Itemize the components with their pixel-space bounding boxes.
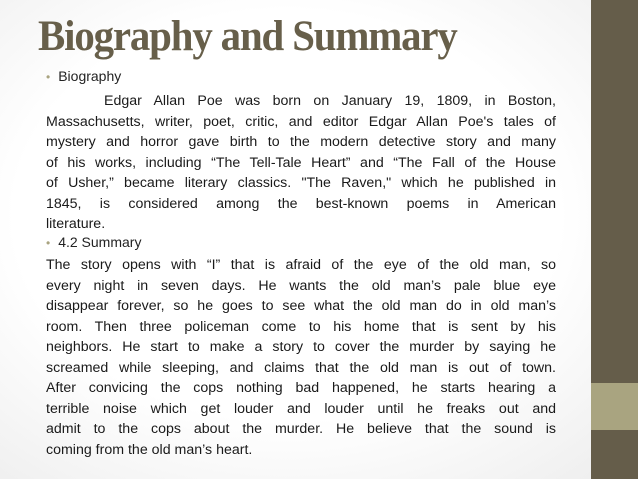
- slide-title: Biography and Summary: [38, 13, 457, 60]
- bullet-icon: •: [46, 236, 51, 250]
- text-line: admit to the cops about the murder. He believe that the sound is: [46, 421, 556, 437]
- text-line: coming from the old man’s heart.: [46, 441, 253, 458]
- biography-paragraph: [46, 91, 556, 235]
- text-line: Massachusetts, writer, poet, critic, and editor Edgar Allan Poe's tales of: [46, 113, 556, 130]
- section-heading: Biography: [58, 68, 122, 84]
- decorative-sidebar: [591, 0, 638, 479]
- text-line: every night in seven days. He wants the old man’s pale blue eye: [46, 277, 556, 294]
- summary-paragraph: [46, 255, 556, 460]
- bullet-icon: •: [46, 70, 51, 84]
- text-line: disappear forever, so he goes to see what the old man do in old man’s: [46, 298, 556, 314]
- decorative-accent-band: [591, 383, 638, 430]
- text-line: 1845, is considered among the best-known poems in American: [46, 195, 556, 212]
- text-line: screamed while sleeping, and claims that the old man is out of town.: [46, 359, 556, 376]
- text-line: mystery and horror gave birth to the modern detective story and many: [46, 134, 556, 150]
- text-line: of his works, including “The Tell-Tale Heart” and “The Fall of the House: [46, 154, 556, 171]
- text-line: literature.: [46, 216, 106, 232]
- bullet-summary: [46, 234, 141, 250]
- text-line: After convicing the cops nothing bad happened, he starts hearing a: [46, 380, 556, 396]
- text-line: Edgar Allan Poe was born on January 19, 1809, in Boston,: [104, 93, 556, 109]
- section-heading: 4.2 Summary: [58, 234, 142, 250]
- text-line: terrible noise which get louder and louder until he freaks out and: [46, 400, 556, 417]
- text-line: room. Then three policeman come to his home that is sent by his: [46, 318, 556, 335]
- text-line: of Usher,” became literary classics. "The Raven," which he published in: [46, 175, 556, 191]
- text-line: The story opens with “I” that is afraid of the eye of the old man, so: [46, 257, 556, 273]
- text-line: neighbors. He start to make a story to cover the murder by saying he: [46, 339, 556, 355]
- bullet-biography: [46, 68, 121, 84]
